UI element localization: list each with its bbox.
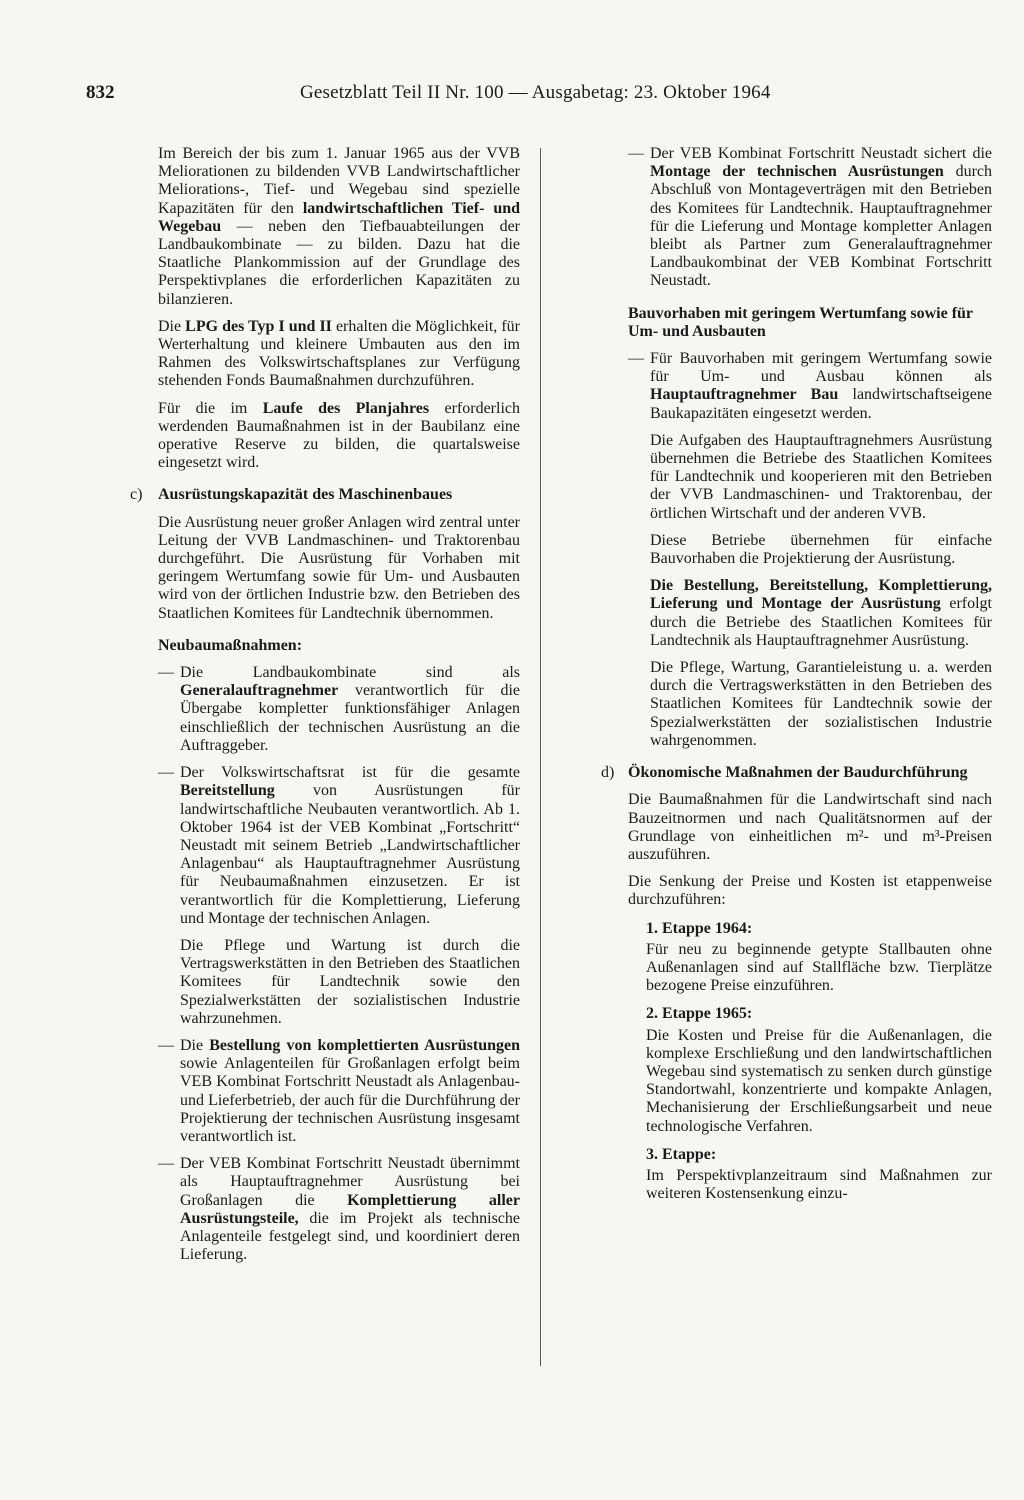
paragraph-lpg: Die LPG des Typ I und II erhalten die Möglichkeit, für Werterhaltung und kleinere Umbauten aus den im Rahmen des Volkswirtschaftsplanes zur Verfügung stehenden Fonds Baumaßnahmen durchzuführen. — [158, 317, 520, 390]
list-item: — Die Bestellung von komplettierten Ausrüstungen sowie Anlagenteilen für Großanlagen erfolgt beim VEB Kombinat Fortschritt Neustadt als Anlagenbau- und Lieferbetrieb, der auch für die Durchführung der Projektierung der technischen Ausrüstung insgesamt verantwortlich ist. — [158, 1036, 521, 1145]
stage-1-heading: 1. Etappe 1964: — [646, 919, 753, 937]
list-item: — Die Landbaukombinate sind als Generalauftragnehmer verantwortlich für die Übergabe kompletter funktionsfähiger Anlagen einschließlich der technischen Ausrüstung an die Auftraggeber. — [158, 664, 520, 754]
stage-2-text: Die Kosten und Preise für die Außenanlagen, die komplexe Erschließung und den landwirtschaftlichen Wegebau sind systematisch zu senken durch günstige Standortwahl, konzentrierte und kompakte Anlagen, Mechanisierung der Erschließungsarbeit und neue technologische Verfahren. — [646, 1026, 992, 1135]
section-d-label: d) — [601, 764, 615, 782]
stage-1-text: Für neu zu beginnende getypte Stallbauten ohne Außenanlagen sind auf Stallfläche bzw. Tierplätze bezogene Preise einzuführen. — [646, 940, 992, 995]
subheading-bauvorhaben: Bauvorhaben mit geringem Wertumfang sowie für Um- und Ausbauten — [628, 304, 973, 340]
list-item: — Der VEB Kombinat Fortschritt Neustadt sichert die Montage der technischen Ausrüstungen durch Abschluß von Montageverträgen mit den Betrieben des Komitees für Landtechnik. Hauptauftragnehmer für die Lieferung und Montage kompletter Anlagen bleibt als Partner zum Generalauftragnehmer Landbaukombinat der VEB Kombinat Fortschritt Neustadt. — [628, 145, 993, 290]
paragraph-ausruestung: Die Ausrüstung neuer großer Anlagen wird zentral unter Leitung der VVB Landmaschinen- und Traktorenbau durchgeführt. Die Ausrüstung für Vorhaben mit geringem Wertumfang sowie für Um- und Ausbauten wird von der örtlichen Industrie bzw. den Betrieben des Staatlichen Komitees für Landtechnik übernommen. — [158, 513, 520, 622]
dash-marker: — — [158, 664, 174, 682]
list-item: — Der Volkswirtschaftsrat ist für die gesamte Bereitstellung von Ausrüstungen für landwirtschaftliche Neubauten verantwortlich. Ab 1. Oktober 1964 ist der VEB Kombinat „Fortschritt“ Neustadt mit seinem Betrieb „Landwirtschaftlicher Anlagenbau“ als Hauptauftragnehmer Ausrüstung für Neubaumaßnahmen einzusetzen. Er ist verantwortlich für die Komplettierung, Lieferung und Montage der technischen Anlagen. — [158, 764, 520, 927]
list-item: — Der VEB Kombinat Fortschritt Neustadt übernimmt als Hauptauftragnehmer Ausrüstung bei Großanlagen die Komplettierung aller Ausrüstungsteile, die im Projekt als technische Anlagenteile festgelegt sind, und koordiniert deren Lieferung. — [158, 1155, 520, 1264]
subheading-neubaumassnahmen: Neubaumaßnahmen: — [158, 636, 303, 654]
bauvorhaben-list — [628, 350, 992, 750]
montage-list — [628, 145, 992, 291]
left-column — [130, 145, 521, 1273]
list-item-continuation: Diese Betriebe übernehmen für einfache Bauvorhaben die Projektierung der Ausrüstung. — [650, 531, 992, 568]
section-c-label: c) — [130, 486, 143, 504]
section-d-heading — [601, 764, 992, 782]
dash-marker: — — [158, 764, 174, 782]
neubau-list — [158, 664, 520, 1264]
right-column — [601, 145, 993, 1211]
paragraph-bauzeitnormen: Die Baumaßnahmen für die Landwirtschaft sind nach Bauzeitnormen und nach Qualitätsnormen auf der Grundlage von einheitlichen m²- und m³-Preisen auszuführen. — [628, 791, 992, 863]
dash-marker: — — [158, 1155, 174, 1173]
list-item-continuation: Die Bestellung, Bereitstellung, Komplettierung, Lieferung und Montage der Ausrüstung erfolgt durch die Betriebe des Staatlichen Komitees für Landtechnik als Hauptauftragnehmer Ausrüstung. — [650, 577, 992, 649]
column-divider — [540, 148, 541, 1366]
paragraph-senkung: Die Senkung der Preise und Kosten ist etappenweise durchzuführen: — [628, 873, 992, 909]
section-c-heading — [130, 486, 520, 504]
list-item-continuation: Die Aufgaben des Hauptauftragnehmers Ausrüstung übernehmen die Betriebe des Staatlichen Komitees für Landtechnik und kooperieren mit den Betrieben der VVB Landmaschinen- und Traktorenbau, der örtlichen Wirtschaft und der anderen VVB. — [650, 431, 992, 522]
dash-marker: — — [628, 350, 644, 368]
dash-marker: — — [158, 1036, 174, 1054]
list-item: — Für Bauvorhaben mit geringem Wertumfang sowie für Um- und Ausbau können als Hauptauftragnehmer Bau landwirtschaftseigene Baukapazitäten eingesetzt werden. — [628, 350, 992, 422]
paragraph-planjahr: Für die im Laufe des Planjahres erforderlich werdenden Baumaßnahmen ist in der Baubilanz eine operative Reserve zu bilden, die quartalsweise eingesetzt wird. — [158, 399, 520, 472]
dash-marker: — — [628, 145, 644, 162]
list-item-continuation: Die Pflege und Wartung ist durch die Vertragswerkstätten in den Betrieben des Staatlichen Komitees für Landtechnik sowie den Spezialwerkstätten der sozialistischen Industrie wahrzunehmen. — [180, 936, 520, 1027]
page-number: 832 — [86, 82, 115, 103]
running-title: Gesetzblatt Teil II Nr. 100 — Ausgabetag: 23. Oktober 1964 — [300, 82, 771, 103]
stage-3-heading: 3. Etappe: — [646, 1145, 717, 1163]
paragraph-meliorationen: Im Bereich der bis zum 1. Januar 1965 aus der VVB Meliorationen zu bildenden VVB Landwirtschaftlicher Meliorations-, Tief- und Wegebau sind spezielle Kapazitäten für den landwirtschaftlichen Tief- und Wegebau — neben den Tiefbauabteilungen der Landbaukombinate — zu bilden. Dazu hat die Staatliche Plankommission auf der Grundlage des Perspektivplanes die erforderlichen Kapazitäten zu bilanzieren. — [158, 145, 521, 308]
stage-2-heading: 2. Etappe 1965: — [646, 1005, 753, 1023]
section-d-title: Ökonomische Maßnahmen der Baudurchführung — [628, 764, 968, 782]
stage-3-text: Im Perspektivplanzeitraum sind Maßnahmen zur weiteren Kostensenkung einzu- — [646, 1166, 992, 1203]
section-c-title: Ausrüstungskapazität des Maschinenbaues — [158, 486, 453, 504]
list-item-continuation: Die Pflege, Wartung, Garantieleistung u. a. werden durch die Vertragswerkstätten in den Betrieben des Staatlichen Komitees für Landtechnik sowie der Spezialwerkstätten der sozialistischen Industrie wahrgenommen. — [650, 659, 992, 749]
page-header — [0, 82, 1024, 112]
